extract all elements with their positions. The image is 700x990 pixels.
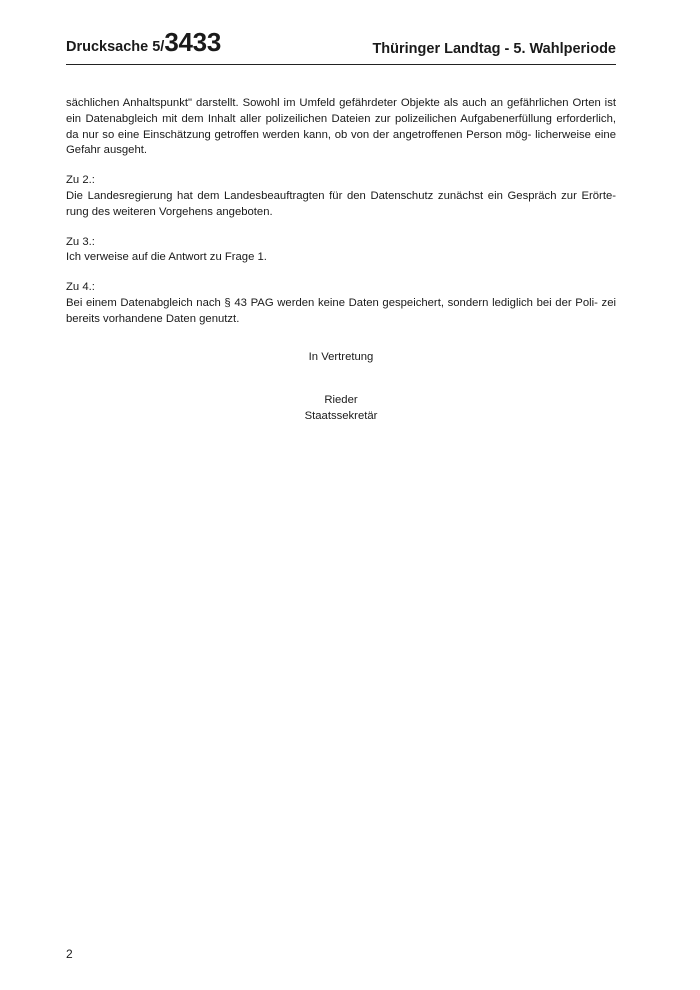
text-line: zei bereits vorhandene Daten genutzt. xyxy=(66,296,616,325)
answer-2 xyxy=(66,173,616,220)
text-line: licherweise eine Gefahr ausgeht. xyxy=(66,128,616,157)
page-number: 2 xyxy=(66,947,73,961)
legislature-title: Thüringer Landtag - 5. Wahlperiode xyxy=(372,41,616,57)
signature-name: Rieder xyxy=(324,394,358,406)
document-number-value: 3433 xyxy=(164,27,221,57)
text-line: Orten ist ein Datenabgleich mit dem Inhalt aller polizeilichen Dateien zur polizeilichen Aufgabenerfüllung xyxy=(66,97,616,125)
text-line: sächlichen Anhaltspunkt" darstellt. Sowohl im Umfeld gefährdeter Objekte als auch an gefährlichen xyxy=(66,97,569,109)
text-line: rung des weiteren Vorgehens angeboten. xyxy=(66,205,273,218)
text-line: erforderlich, da nur so eine Einschätzung getroffen werden kann, ob von der angetroffenen Person mög- xyxy=(66,112,616,141)
answer-3 xyxy=(66,235,616,267)
answer-heading: Zu 4.: xyxy=(66,281,95,294)
answer-heading: Zu 3.: xyxy=(66,235,95,248)
document-header xyxy=(66,27,616,64)
document-label: Drucksache 5/ xyxy=(66,39,165,55)
document-body xyxy=(66,96,616,342)
answer-heading: Zu 2.: xyxy=(66,174,95,187)
text-line: Ich verweise auf die Antwort zu Frage 1. xyxy=(66,251,267,264)
document-number xyxy=(66,27,221,58)
signature-title: Staatssekretär xyxy=(304,410,378,422)
signature-representation: In Vertretung xyxy=(308,351,374,363)
intro-paragraph xyxy=(66,96,616,159)
text-line: Bei einem Datenabgleich nach § 43 PAG werden keine Daten gespeichert, sondern lediglich bei der Poli- xyxy=(66,296,598,309)
header-divider xyxy=(66,64,616,65)
text-line: Die Landesregierung hat dem Landesbeauftragten für den Datenschutz zunächst ein Gespräch zur Erörte- xyxy=(66,189,616,202)
answer-4 xyxy=(66,280,616,327)
